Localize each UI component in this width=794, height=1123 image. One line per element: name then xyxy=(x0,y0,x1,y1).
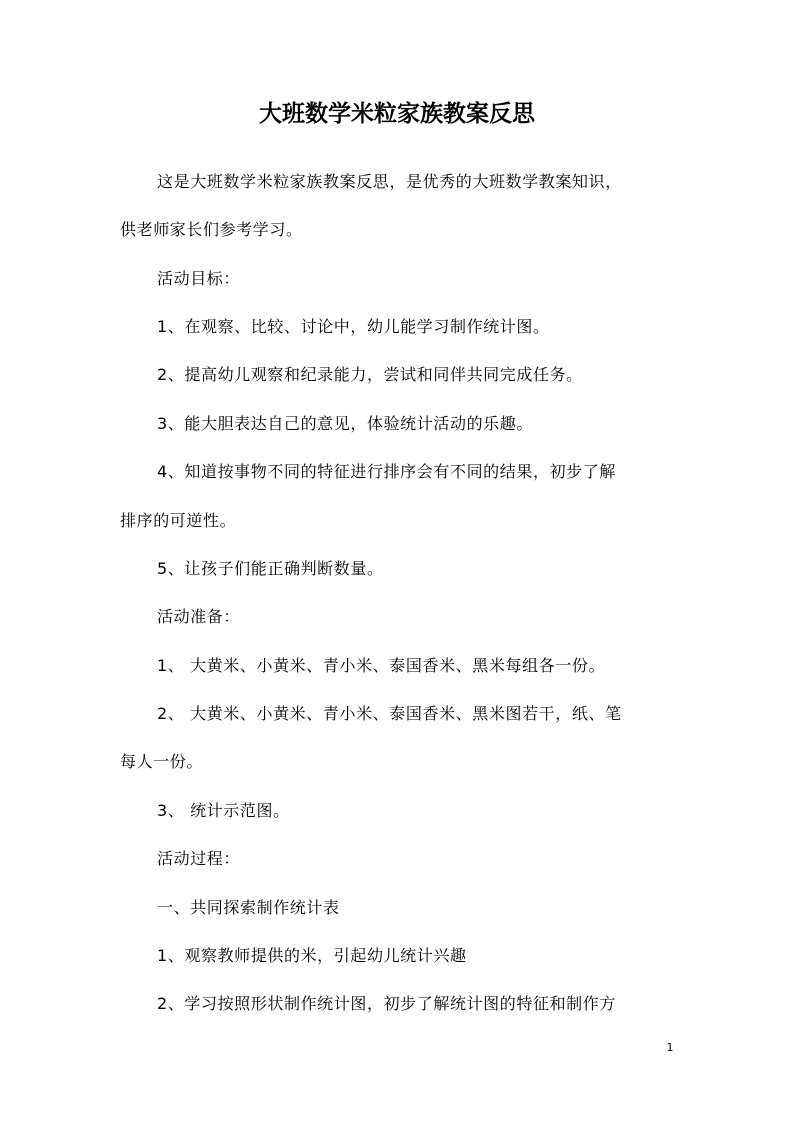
page-number: 1 xyxy=(666,1041,674,1054)
section-heading-goals: 活动目标： xyxy=(157,269,241,288)
preparation-item-2: 2、 大黄米、小黄米、青小米、泰国香米、黑米图若干，纸、笔 xyxy=(157,704,622,723)
goal-item-1: 1、在观察、比较、讨论中，幼儿能学习制作统计图。 xyxy=(157,317,550,336)
process-subheading-1: 一、共同探索制作统计表 xyxy=(157,898,340,917)
intro-line-2: 供老师家长们参考学习。 xyxy=(120,220,303,239)
preparation-item-3: 3、 统计示范图。 xyxy=(157,801,290,820)
section-heading-preparation: 活动准备： xyxy=(157,607,241,626)
goal-item-5: 5、让孩子们能正确判断数量。 xyxy=(157,559,384,578)
document-title: 大班数学米粒家族教案反思 xyxy=(259,101,535,127)
goal-item-3: 3、能大胆表达自己的意见，体验统计活动的乐趣。 xyxy=(157,414,533,433)
goal-item-4: 4、知道按事物不同的特征进行排序会有不同的结果，初步了解 xyxy=(157,462,616,481)
section-heading-process: 活动过程： xyxy=(157,849,241,868)
intro-line-1: 这是大班数学米粒家族教案反思，是优秀的大班数学教案知识， xyxy=(157,172,622,191)
preparation-item-2-continued: 每人一份。 xyxy=(120,752,204,771)
preparation-item-1: 1、 大黄米、小黄米、青小米、泰国香米、黑米每组各一份。 xyxy=(157,656,606,675)
goal-item-4-continued: 排序的可逆性。 xyxy=(120,511,237,530)
process-step-1: 1、观察教师提供的米，引起幼儿统计兴趣 xyxy=(157,946,467,965)
goal-item-2: 2、提高幼儿观察和纪录能力，尝试和同伴共同完成任务。 xyxy=(157,365,583,384)
process-step-2: 2、学习按照形状制作统计图，初步了解统计图的特征和制作方 xyxy=(157,994,616,1013)
